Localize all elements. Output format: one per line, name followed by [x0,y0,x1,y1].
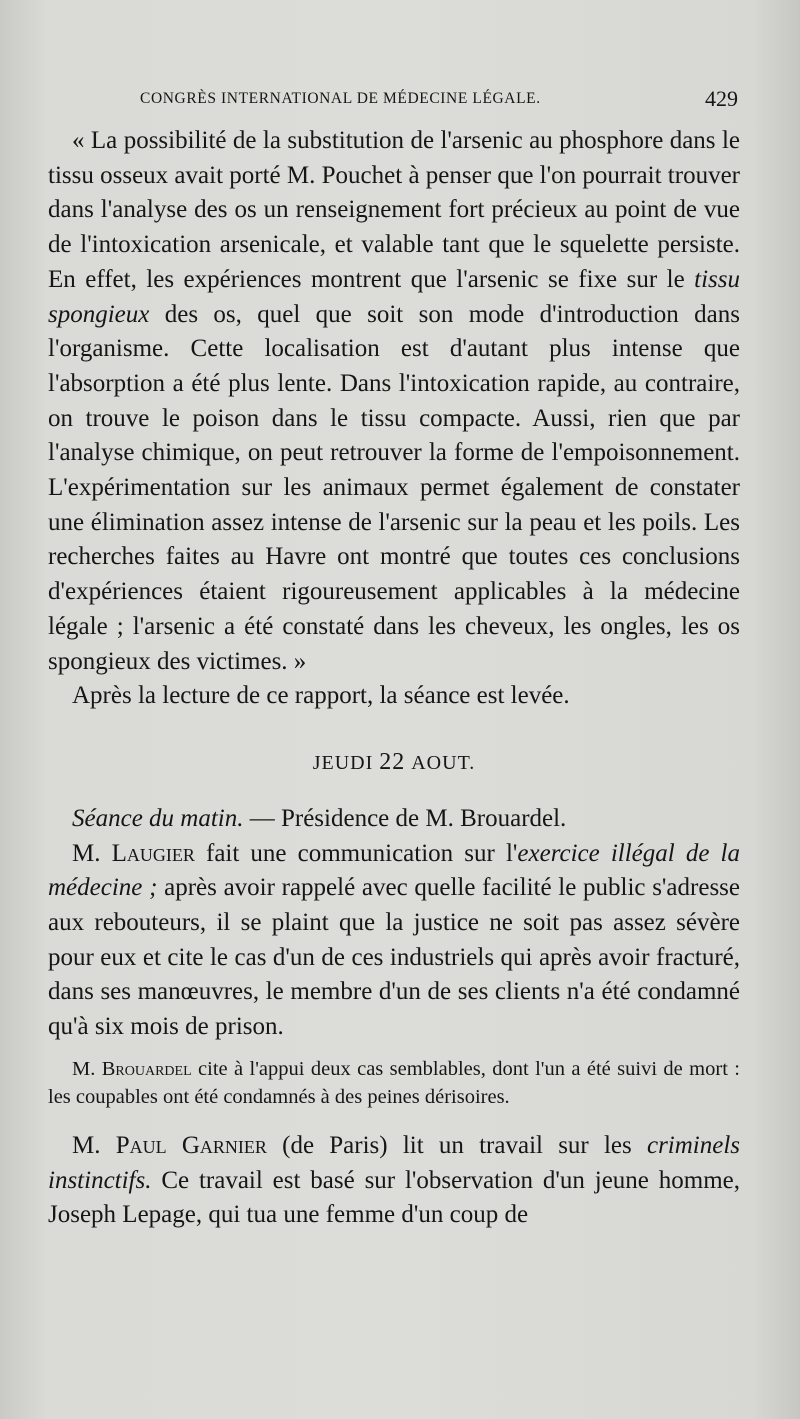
main-text-continued [48,1129,740,1233]
date-number: 22 [379,748,406,775]
laugier-italic-topic: exercice illégal de la médecine ; [48,839,741,902]
quote-text-2: des os, quel que soit son mode d'introduction dans l'organisme. Cette localisation est d'autant plus intense que l'absorption a été plus lente. Dans l'intoxication rapide, au contraire, on trouve le poison dans le tissu compacte. Aussi, rien que par l'analyse chimique, on peut retrouver la forme de l'empoisonnement. L'expérimentation sur les animaux permet également de constater une élimination assez intense de l'arsenic sur la peau et les poils. Les recherches faites au Havre ont montré que toutes ces conclusions d'expériences étaient rigoureusement applicables à la médecine légale ; l'arsenic a été constaté dans les cheveux, les ongles, les os spongieux des victimes. » [48,300,740,675]
quoted-paragraph [48,124,740,679]
session-title: Séance du matin. [72,804,244,832]
brouardel-text: cite à l'appui deux cas semblables, dont l'un a été suivi de mort : les coupables ont été condamnés à des peines dérisoires. [48,1057,740,1108]
garnier-name: Paul Garnier [115,1131,267,1159]
date-month: AOUT. [411,751,476,774]
closing-line: Après la lecture de ce rapport, la séance est levée. [72,682,570,710]
session-presidency: — Présidence de M. Brouardel. [243,804,567,832]
garnier-italic-topic: criminels instinctifs. [48,1131,741,1194]
running-title: CONGRÈS INTERNATIONAL DE MÉDECINE LÉGALE. [140,90,541,107]
laugier-prefix: M. [72,839,112,867]
brouardel-name: Brouardel [101,1057,192,1080]
garnier-text-2: Ce travail est basé sur l'observation d'un jeune homme, Joseph Lepage, qui tua une femme d'un coup de [48,1166,740,1229]
garnier-paragraph [48,1129,740,1233]
date-day: JEUDI [312,751,374,774]
laugier-paragraph [48,837,740,1045]
page-number: 429 [705,86,738,111]
main-text [48,124,740,1045]
quote-italic-term: tissu spongieux [48,265,740,328]
brouardel-paragraph [48,1055,740,1111]
quote-text-1: « La possibilité de la substitution de l'arsenic au phosphore dans le tissu osseux avait porté M. Pouchet à penser que l'on pourrait trouver dans l'analyse des os un renseignement fort précieux au point de vue de l'intoxication arsenicale, et valable tant que le squelette persiste. En effet, les expériences montrent que l'arsenic se fixe sur le [48,127,740,293]
page-body [48,124,740,1233]
running-head [140,88,738,114]
laugier-text-1: fait une communication sur l' [194,839,518,867]
brouardel-prefix: M. [72,1057,102,1080]
garnier-prefix: M. [72,1131,116,1159]
session-line [48,802,740,837]
date-heading [48,744,740,780]
laugier-text-2: après avoir rappelé avec quelle facilité le public s'adresse aux rebouteurs, il se plaint que la justice ne soit pas assez sévère pour eux et cite le cas d'un de ces industriels qui après avoir fracturé, dans ses manœuvres, le membre d'un de ses clients n'a été condamné qu'à six mois de prison. [48,874,740,1041]
laugier-name: Laugier [111,839,195,867]
garnier-text-1: (de Paris) lit un travail sur les [266,1131,647,1159]
